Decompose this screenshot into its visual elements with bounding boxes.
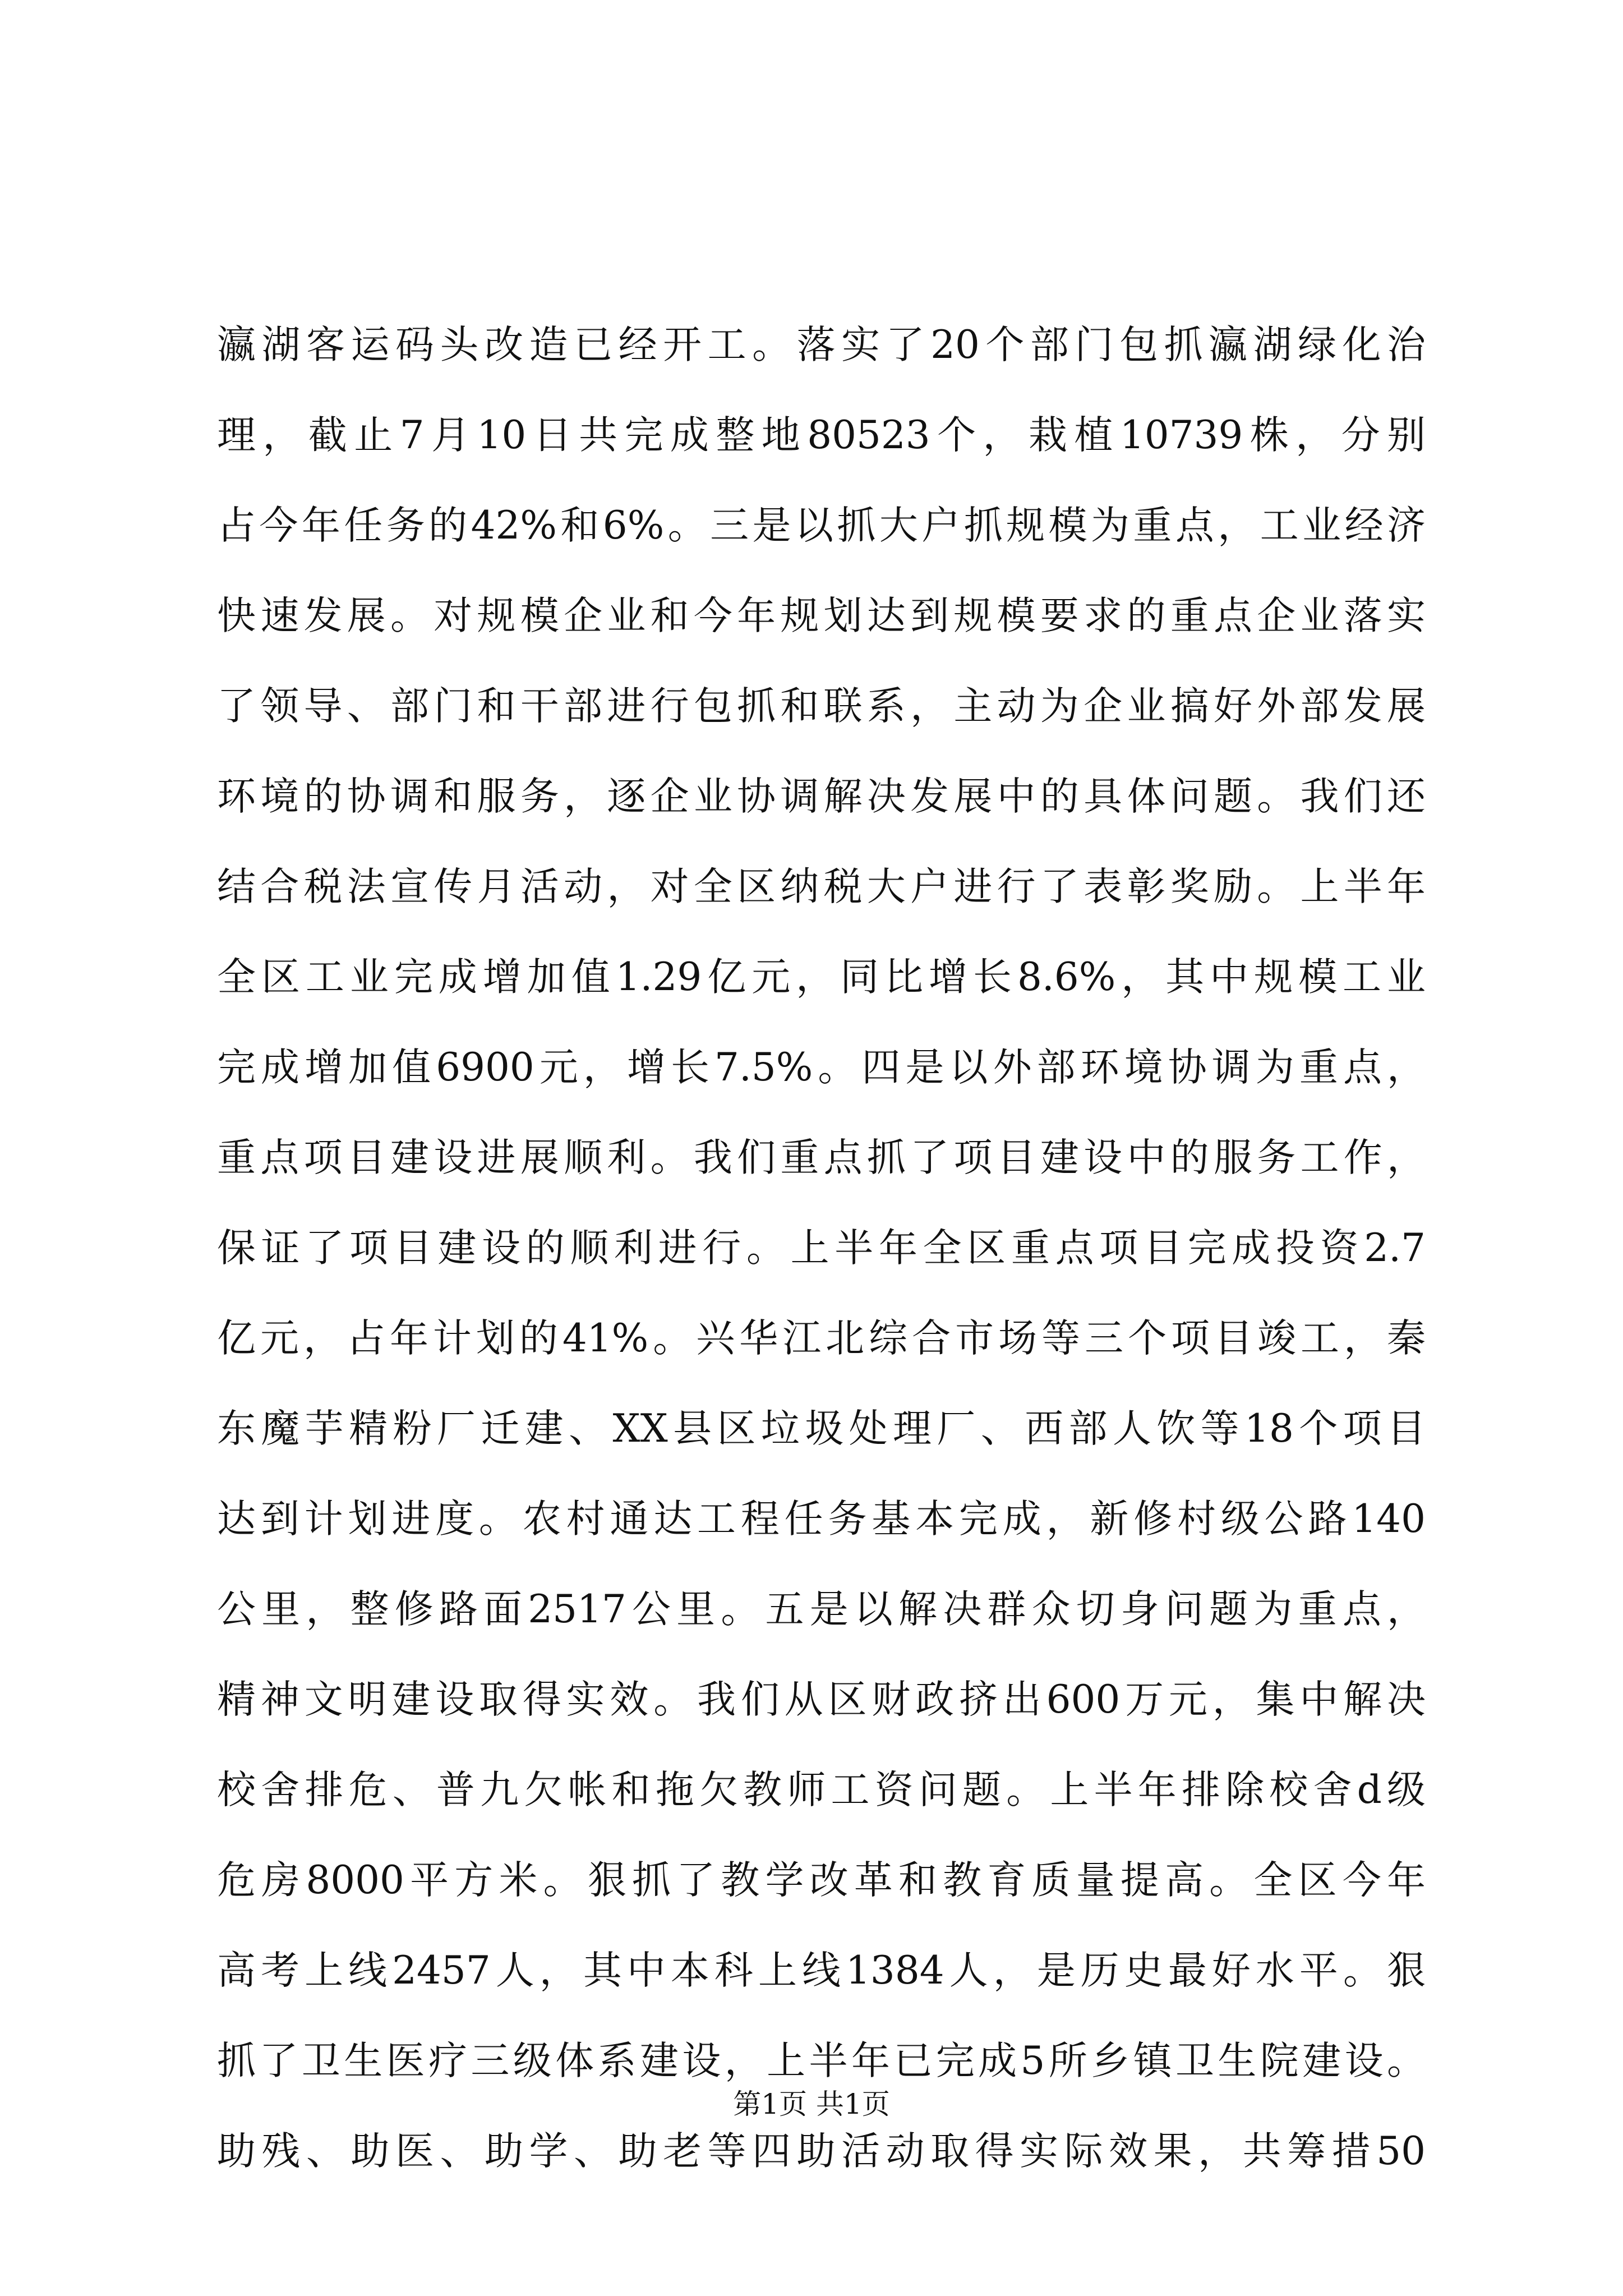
text-line: 抓了卫生医疗三级体系建设，上半年已完成5所乡镇卫生院建设。 xyxy=(217,2039,1426,2083)
text-line: 了领导、部门和干部进行包抓和联系，主动为企业搞好外部发展 xyxy=(217,684,1426,729)
text-line: 瀛湖客运码头改造已经开工。落实了20个部门包抓瀛湖绿化治 xyxy=(217,323,1426,367)
text-line: 保证了项目建设的顺利进行。上半年全区重点项目完成投资2.7 xyxy=(217,1226,1426,1271)
text-line: 精神文明建设取得实效。我们从区财政挤出600万元，集中解决 xyxy=(217,1677,1426,1722)
text-line: 亿元，占年计划的41%。兴华江北综合市场等三个项目竣工，秦 xyxy=(217,1316,1426,1361)
text-line: 高考上线2457人，其中本科上线1384人，是历史最好水平。狠 xyxy=(217,1948,1426,1993)
text-line: 助残、助医、助学、助老等四助活动取得实际效果，共筹措50 xyxy=(217,2129,1426,2174)
text-line: 环境的协调和服务，逐企业协调解决发展中的具体问题。我们还 xyxy=(217,774,1426,819)
text-line: 危房8000平方米。狠抓了教学改革和教育质量提高。全区今年 xyxy=(217,1858,1426,1903)
text-line: 理，截止7月10日共完成整地80523个，栽植10739株，分别 xyxy=(217,413,1426,458)
text-line: 占今年任务的42%和6%。三是以抓大户抓规模为重点，工业经济 xyxy=(217,503,1426,548)
text-line: 校舍排危、普九欠帐和拖欠教师工资问题。上半年排除校舍d级 xyxy=(217,1768,1426,1812)
text-line: 东魔芋精粉厂迁建、XX县区垃圾处理厂、西部人饮等18个项目 xyxy=(217,1406,1426,1451)
text-line: 公里，整修路面2517公里。五是以解决群众切身问题为重点， xyxy=(217,1587,1426,1632)
text-line: 重点项目建设进展顺利。我们重点抓了项目建设中的服务工作， xyxy=(217,1135,1426,1180)
text-line: 完成增加值6900元，增长7.5%。四是以外部环境协调为重点， xyxy=(217,1045,1426,1090)
text-line: 快速发展。对规模企业和今年规划达到规模要求的重点企业落实 xyxy=(217,593,1426,638)
text-line: 达到计划进度。农村通达工程任务基本完成，新修村级公路140 xyxy=(217,1497,1426,1542)
text-line: 结合税法宣传月活动，对全区纳税大户进行了表彰奖励。上半年 xyxy=(217,864,1426,909)
body-text xyxy=(217,300,1426,2197)
text-line: 全区工业完成增加值1.29亿元，同比增长8.6%，其中规模工业 xyxy=(217,955,1426,1000)
page-number-footer: 第1页 共1页 xyxy=(733,2088,890,2120)
